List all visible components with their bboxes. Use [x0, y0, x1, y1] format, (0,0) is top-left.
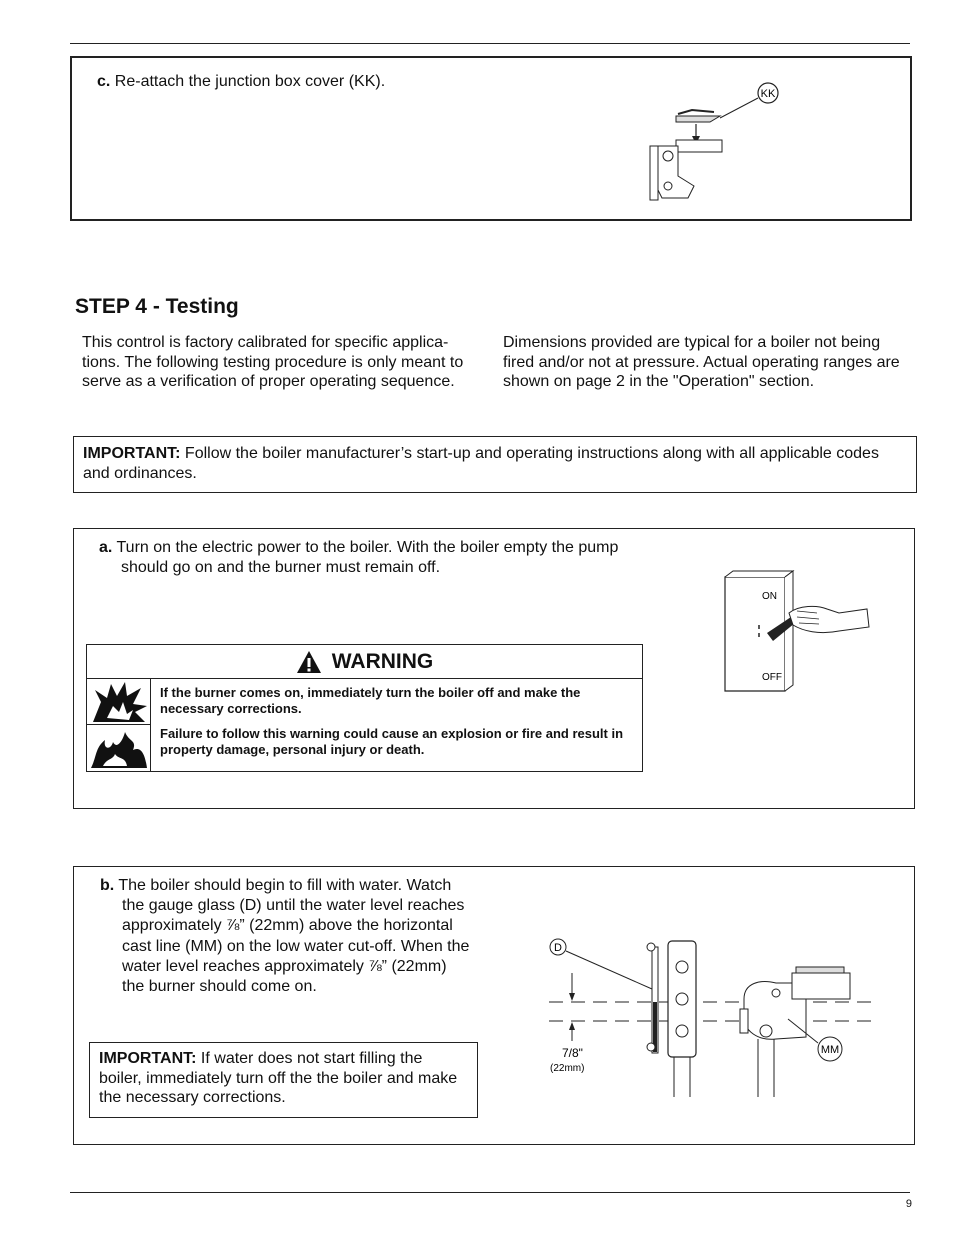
- step-b-label: b.: [100, 877, 115, 894]
- step-b-box: [73, 866, 915, 1145]
- callout-d: D: [554, 942, 562, 954]
- important-2-text: [99, 1049, 469, 1108]
- step-a-box: [73, 528, 915, 809]
- warning-triangle-icon: [296, 650, 322, 674]
- warning-line-2: Failure to follow this warning could cause an explosion or fire and result in property damage, personal injury or death.: [160, 726, 624, 757]
- top-rule: [70, 43, 910, 44]
- step-c-label: c.: [97, 73, 111, 90]
- switch-on-label: ON: [762, 591, 777, 602]
- step-c-body: Re-attach the junction box cover (KK).: [114, 73, 386, 90]
- warning-header: [87, 645, 642, 679]
- warning-title: WARNING: [331, 649, 434, 673]
- important-1-body: Follow the boiler manufacturer’s start-up and operating instructions along with all applicable codes and ordinances.: [83, 445, 879, 482]
- fire-icon: [89, 726, 149, 770]
- gauge-glass-illustration: [544, 927, 884, 1097]
- explosion-icon: [89, 680, 149, 724]
- warning-body: [160, 685, 630, 767]
- callout-kk: KK: [760, 88, 776, 100]
- step-c-box: [70, 56, 912, 221]
- step-c-text: [97, 72, 597, 92]
- warning-line-1: If the burner comes on, immediately turn the boiler off and make the necessary corrections.: [160, 685, 581, 716]
- important-box-1: [73, 436, 917, 493]
- step4-para-right: Dimensions provided are typical for a boiler not being fired and/or not at pressure. Actual operating ranges are shown on page 2 in the "Operation" section.: [503, 334, 900, 390]
- dim-fraction: 7/8": [562, 1046, 583, 1060]
- warning-icons: [87, 678, 151, 771]
- page-number: 9: [905, 1198, 912, 1210]
- step4-para-left: This control is factory calibrated for specific applica-tions. The following testing procedure is only meant to serve as a verification of proper operating sequence.: [82, 334, 464, 390]
- important-2-body: If water does not start filling the boiler, immediately turn off the the boiler and make the necessary corrections.: [99, 1050, 458, 1106]
- warning-box: [86, 644, 643, 772]
- important-2-label: IMPORTANT:: [99, 1050, 197, 1067]
- junction-box-illustration: [632, 76, 792, 206]
- step-a-text: [99, 538, 621, 577]
- step4-title: STEP 4 - Testing: [75, 295, 239, 318]
- important-1-text: [83, 444, 903, 483]
- dim-metric: (22mm): [550, 1063, 585, 1074]
- icon-divider: [87, 724, 150, 725]
- power-switch-illustration: [719, 569, 879, 699]
- step-b-body: The boiler should begin to fill with water. Watch the gauge glass (D) until the water level reaches approximately ⅞” (22mm) above the horizontal cast line (MM) on the low water cut-off. When the water level reaches approximately ⅞” (22mm) the burner should come on.: [118, 877, 470, 996]
- important-box-2: [89, 1042, 478, 1118]
- step-b-text: [100, 876, 472, 997]
- bottom-rule: [70, 1192, 910, 1193]
- step-a-label: a.: [99, 539, 113, 556]
- step-a-body: Turn on the electric power to the boiler. With the boiler empty the pump should go on and the burner must remain off.: [116, 539, 619, 576]
- switch-off-label: OFF: [762, 672, 782, 683]
- callout-mm: MM: [820, 1044, 840, 1056]
- important-1-label: IMPORTANT:: [83, 445, 181, 462]
